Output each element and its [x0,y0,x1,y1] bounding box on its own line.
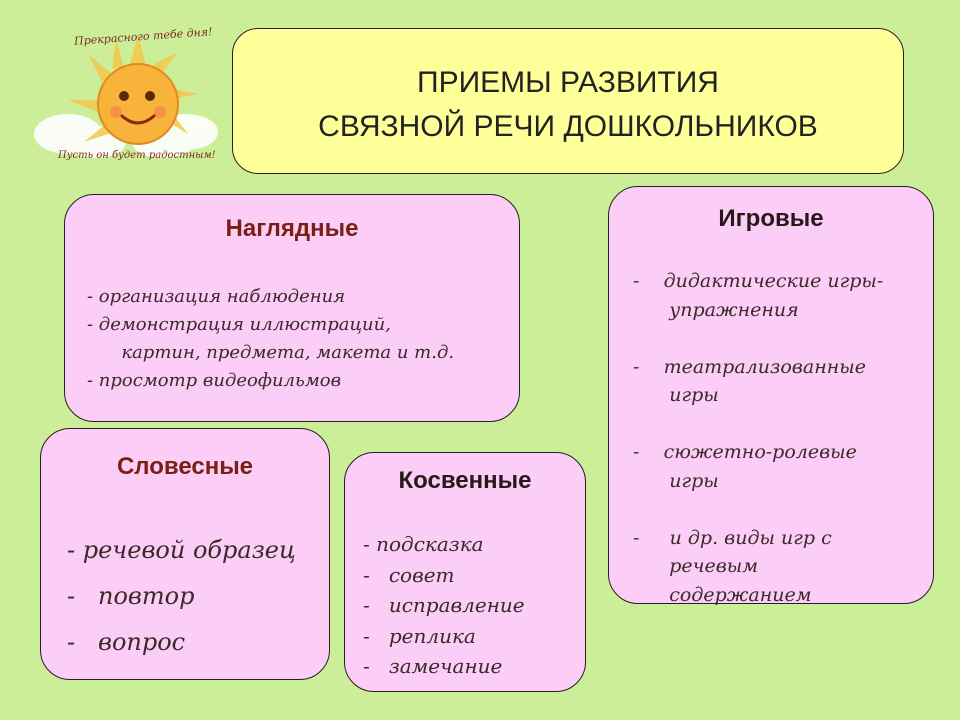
verbal-list [67,527,296,665]
logo-text-top: Прекрасного тебе дня! [73,25,213,48]
title-line-2: СВЯЗНОЙ РЕЧИ ДОШКОЛЬНИКОВ [318,110,818,143]
visual-methods-box [64,194,520,422]
list-item: - речевой образец [67,536,296,564]
list-item: - вопрос [67,628,186,656]
list-item [633,410,883,439]
list-item: картин, предмета, макета и т.д. [87,342,455,363]
list-item: - демонстрация иллюстраций, [87,314,391,335]
list-item [633,495,883,524]
visual-list [87,283,454,395]
list-item: содержанием [633,583,812,606]
indirect-list [363,529,525,682]
indirect-methods-box [344,452,586,692]
title-line-1: ПРИЕМЫ РАЗВИТИЯ [417,66,719,99]
list-item: упражнения [633,298,799,321]
game-heading: Игровые [718,205,824,232]
visual-heading: Наглядные [225,215,359,242]
list-item: речевым [633,555,758,577]
list-item: - театрализованные [633,355,866,378]
sun-logo [28,14,228,174]
logo-text-bottom: Пусть он будет радостным! [58,150,216,161]
list-item: - повтор [67,582,195,610]
list-item: - исправление [363,593,525,617]
list-item: игры [633,384,719,406]
verbal-methods-box [40,428,330,680]
list-item: - и др. виды игр с [633,526,832,549]
indirect-heading: Косвенные [398,467,532,494]
list-item: - замечание [363,654,503,678]
list-item: - подсказка [363,532,484,556]
list-item: - совет [363,562,455,587]
list-item: - организация наблюдения [87,286,346,307]
title-box [232,28,904,174]
list-item: - реплика [363,623,476,648]
game-methods-box [608,186,934,604]
list-item: игры [633,469,719,492]
list-item [633,324,883,353]
list-item: - дидактические игры- [633,270,884,292]
list-item: - сюжетно-ролевые [633,441,857,463]
list-item: - просмотр видеофильмов [87,370,342,391]
verbal-heading: Словесные [116,453,254,480]
game-list [633,267,883,609]
